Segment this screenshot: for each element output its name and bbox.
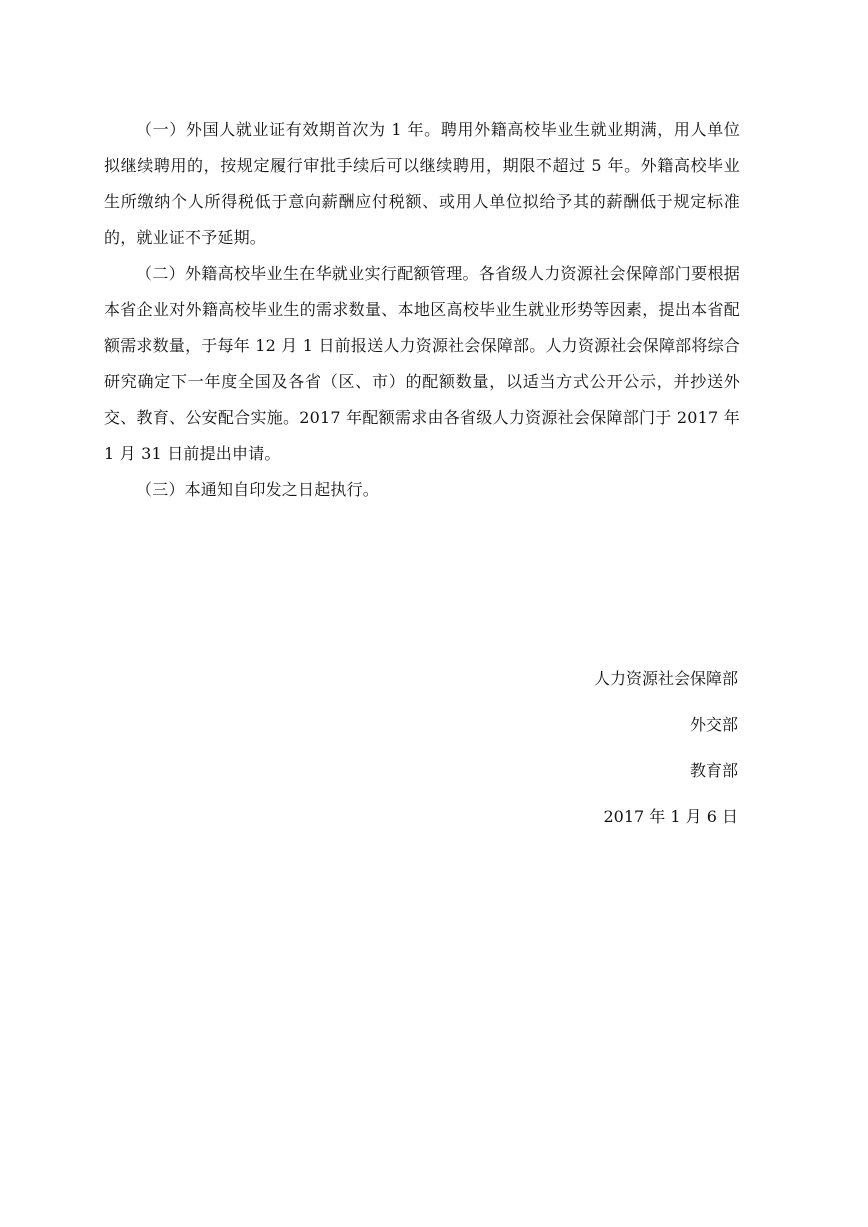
paragraph-one: （一）外国人就业证有效期首次为 1 年。聘用外籍高校毕业生就业期满，用人单位拟继续聘用的，按规定履行审批手续后可以继续聘用，期限不超过 5 年。外籍高校毕业生所缴纳个人所得税低于意向薪酬应付税额、或用人单位拟给予其的薪酬低于规定标准的，就业证不予延期。 — [104, 120, 740, 247]
signature-block — [594, 656, 738, 840]
paragraph-three: （三）本通知自印发之日起执行。 — [136, 480, 380, 499]
paragraph-two: （二）外籍高校毕业生在华就业实行配额管理。各省级人力资源社会保障部门要根据本省企业对外籍高校毕业生的需求数量、本地区高校毕业生就业形势等因素，提出本省配额需求数量，于每年 12 月 1 日前报送人力资源社会保障部。人力资源社会保障部将综合研究确定下一年度全国及各省（区、市）的配额数量，以适当方式公开公示，并抄送外交、教育、公安配合实施。2017 年配额需求由各省级人力资源社会保障部门于 2017 年 1 月 31 日前提出申请。 — [104, 264, 740, 463]
issuer-foreign-affairs: 外交部 — [689, 715, 738, 734]
issuer-hrss: 人力资源社会保障部 — [593, 669, 738, 688]
document-body — [104, 112, 740, 508]
issuer-education: 教育部 — [689, 761, 738, 780]
issue-date: 2017 年 1 月 6 日 — [603, 807, 738, 826]
